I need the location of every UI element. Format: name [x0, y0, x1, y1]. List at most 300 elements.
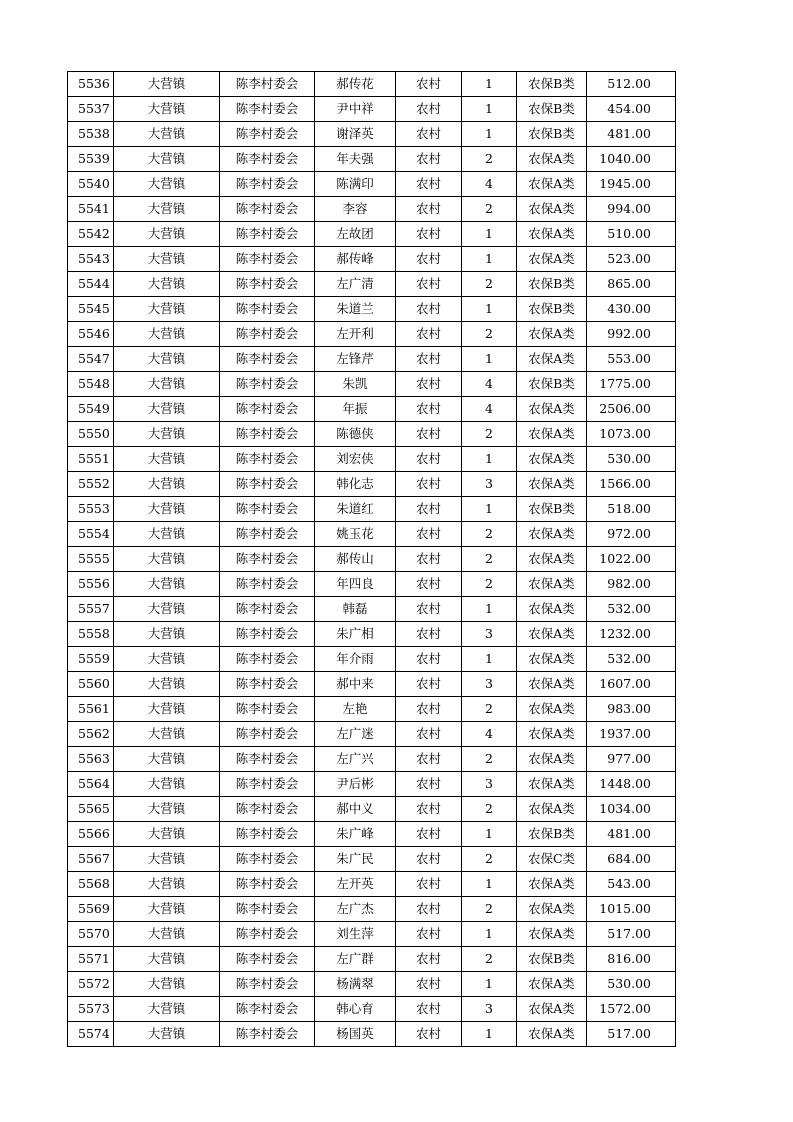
village-committee-cell: 陈李村委会 — [220, 897, 315, 922]
record-id-cell: 5566 — [68, 822, 114, 847]
table-row — [68, 897, 676, 922]
name-cell: 年四良 — [315, 572, 396, 597]
name-cell: 郝传山 — [315, 547, 396, 572]
insurance-category-cell: 农保B类 — [517, 297, 587, 322]
insurance-category-cell: 农保A类 — [517, 697, 587, 722]
member-count-cell: 3 — [462, 472, 517, 497]
name-cell: 左广群 — [315, 947, 396, 972]
village-committee-cell: 陈李村委会 — [220, 97, 315, 122]
name-cell: 左开利 — [315, 322, 396, 347]
town-cell: 大营镇 — [114, 947, 220, 972]
member-count-cell: 1 — [462, 822, 517, 847]
household-type-cell: 农村 — [396, 222, 462, 247]
amount-cell: 1937.00 — [587, 722, 676, 747]
household-type-cell: 农村 — [396, 322, 462, 347]
member-count-cell: 1 — [462, 872, 517, 897]
household-type-cell: 农村 — [396, 497, 462, 522]
village-committee-cell: 陈李村委会 — [220, 672, 315, 697]
insurance-category-cell: 农保A类 — [517, 622, 587, 647]
village-committee-cell: 陈李村委会 — [220, 1022, 315, 1047]
insurance-category-cell: 农保A类 — [517, 872, 587, 897]
record-id-cell: 5548 — [68, 372, 114, 397]
household-type-cell: 农村 — [396, 597, 462, 622]
table-row — [68, 997, 676, 1022]
town-cell: 大营镇 — [114, 147, 220, 172]
household-type-cell: 农村 — [396, 97, 462, 122]
member-count-cell: 1 — [462, 347, 517, 372]
village-committee-cell: 陈李村委会 — [220, 847, 315, 872]
table-row — [68, 697, 676, 722]
household-type-cell: 农村 — [396, 397, 462, 422]
name-cell: 韩化志 — [315, 472, 396, 497]
record-id-cell: 5546 — [68, 322, 114, 347]
village-committee-cell: 陈李村委会 — [220, 947, 315, 972]
member-count-cell: 1 — [462, 122, 517, 147]
village-committee-cell: 陈李村委会 — [220, 522, 315, 547]
town-cell: 大营镇 — [114, 422, 220, 447]
amount-cell: 530.00 — [587, 972, 676, 997]
household-type-cell: 农村 — [396, 197, 462, 222]
household-type-cell: 农村 — [396, 547, 462, 572]
name-cell: 左艳 — [315, 697, 396, 722]
amount-cell: 1015.00 — [587, 897, 676, 922]
village-committee-cell: 陈李村委会 — [220, 622, 315, 647]
insurance-category-cell: 农保A类 — [517, 322, 587, 347]
insurance-category-cell: 农保C类 — [517, 847, 587, 872]
amount-cell: 1607.00 — [587, 672, 676, 697]
village-committee-cell: 陈李村委会 — [220, 147, 315, 172]
name-cell: 年夫强 — [315, 147, 396, 172]
insurance-category-cell: 农保A类 — [517, 722, 587, 747]
household-type-cell: 农村 — [396, 372, 462, 397]
table-row — [68, 647, 676, 672]
member-count-cell: 2 — [462, 422, 517, 447]
village-committee-cell: 陈李村委会 — [220, 972, 315, 997]
village-committee-cell: 陈李村委会 — [220, 497, 315, 522]
town-cell: 大营镇 — [114, 397, 220, 422]
name-cell: 左广兴 — [315, 747, 396, 772]
insurance-category-cell: 农保A类 — [517, 997, 587, 1022]
table-row — [68, 247, 676, 272]
insurance-category-cell: 农保A类 — [517, 672, 587, 697]
household-type-cell: 农村 — [396, 1022, 462, 1047]
name-cell: 朱凯 — [315, 372, 396, 397]
village-committee-cell: 陈李村委会 — [220, 347, 315, 372]
insurance-category-cell: 农保A类 — [517, 222, 587, 247]
town-cell: 大营镇 — [114, 747, 220, 772]
amount-cell: 481.00 — [587, 122, 676, 147]
town-cell: 大营镇 — [114, 722, 220, 747]
town-cell: 大营镇 — [114, 222, 220, 247]
town-cell: 大营镇 — [114, 97, 220, 122]
insurance-category-cell: 农保B类 — [517, 97, 587, 122]
member-count-cell: 2 — [462, 697, 517, 722]
household-type-cell: 农村 — [396, 447, 462, 472]
record-id-cell: 5549 — [68, 397, 114, 422]
table-row — [68, 722, 676, 747]
name-cell: 左锋芹 — [315, 347, 396, 372]
town-cell: 大营镇 — [114, 772, 220, 797]
town-cell: 大营镇 — [114, 122, 220, 147]
record-id-cell: 5567 — [68, 847, 114, 872]
name-cell: 陈满印 — [315, 172, 396, 197]
name-cell: 尹后彬 — [315, 772, 396, 797]
amount-cell: 1232.00 — [587, 622, 676, 647]
insurance-category-cell: 农保A类 — [517, 772, 587, 797]
insurance-category-cell: 农保B类 — [517, 822, 587, 847]
village-committee-cell: 陈李村委会 — [220, 747, 315, 772]
table-row — [68, 622, 676, 647]
record-id-cell: 5569 — [68, 897, 114, 922]
name-cell: 左开英 — [315, 872, 396, 897]
amount-cell: 532.00 — [587, 597, 676, 622]
name-cell: 陈德侠 — [315, 422, 396, 447]
name-cell: 左广杰 — [315, 897, 396, 922]
member-count-cell: 2 — [462, 197, 517, 222]
record-id-cell: 5560 — [68, 672, 114, 697]
amount-cell: 816.00 — [587, 947, 676, 972]
household-type-cell: 农村 — [396, 172, 462, 197]
amount-cell: 532.00 — [587, 647, 676, 672]
amount-cell: 530.00 — [587, 447, 676, 472]
name-cell: 尹中祥 — [315, 97, 396, 122]
town-cell: 大营镇 — [114, 647, 220, 672]
town-cell: 大营镇 — [114, 572, 220, 597]
amount-cell: 1572.00 — [587, 997, 676, 1022]
amount-cell: 512.00 — [587, 72, 676, 97]
table-row — [68, 497, 676, 522]
record-id-cell: 5541 — [68, 197, 114, 222]
record-id-cell: 5540 — [68, 172, 114, 197]
table-row — [68, 422, 676, 447]
household-type-cell: 农村 — [396, 72, 462, 97]
table-row — [68, 1022, 676, 1047]
insurance-category-cell: 农保A类 — [517, 522, 587, 547]
amount-cell: 1034.00 — [587, 797, 676, 822]
member-count-cell: 1 — [462, 922, 517, 947]
village-committee-cell: 陈李村委会 — [220, 422, 315, 447]
table-row — [68, 797, 676, 822]
village-committee-cell: 陈李村委会 — [220, 122, 315, 147]
table-row — [68, 822, 676, 847]
household-type-cell: 农村 — [396, 622, 462, 647]
village-committee-cell: 陈李村委会 — [220, 372, 315, 397]
insurance-category-cell: 农保A类 — [517, 172, 587, 197]
record-id-cell: 5565 — [68, 797, 114, 822]
name-cell: 左故团 — [315, 222, 396, 247]
village-committee-cell: 陈李村委会 — [220, 447, 315, 472]
town-cell: 大营镇 — [114, 72, 220, 97]
insurance-category-cell: 农保A类 — [517, 1022, 587, 1047]
table-row — [68, 972, 676, 997]
table-row — [68, 747, 676, 772]
table-row — [68, 672, 676, 697]
amount-cell: 430.00 — [587, 297, 676, 322]
household-type-cell: 农村 — [396, 472, 462, 497]
member-count-cell: 2 — [462, 147, 517, 172]
member-count-cell: 1 — [462, 597, 517, 622]
household-type-cell: 农村 — [396, 872, 462, 897]
amount-cell: 972.00 — [587, 522, 676, 547]
town-cell: 大营镇 — [114, 347, 220, 372]
member-count-cell: 4 — [462, 397, 517, 422]
town-cell: 大营镇 — [114, 897, 220, 922]
table-row — [68, 347, 676, 372]
table-row — [68, 297, 676, 322]
town-cell: 大营镇 — [114, 697, 220, 722]
table-row — [68, 147, 676, 172]
member-count-cell: 1 — [462, 647, 517, 672]
table-row — [68, 372, 676, 397]
member-count-cell: 3 — [462, 672, 517, 697]
village-committee-cell: 陈李村委会 — [220, 797, 315, 822]
record-id-cell: 5536 — [68, 72, 114, 97]
member-count-cell: 1 — [462, 222, 517, 247]
village-committee-cell: 陈李村委会 — [220, 297, 315, 322]
village-committee-cell: 陈李村委会 — [220, 597, 315, 622]
name-cell: 刘宏侠 — [315, 447, 396, 472]
town-cell: 大营镇 — [114, 472, 220, 497]
table-row — [68, 922, 676, 947]
village-committee-cell: 陈李村委会 — [220, 572, 315, 597]
record-id-cell: 5553 — [68, 497, 114, 522]
household-type-cell: 农村 — [396, 822, 462, 847]
insurance-category-cell: 农保A类 — [517, 422, 587, 447]
insurance-category-cell: 农保A类 — [517, 197, 587, 222]
insurance-category-cell: 农保A类 — [517, 747, 587, 772]
name-cell: 姚玉花 — [315, 522, 396, 547]
table-row — [68, 122, 676, 147]
amount-cell: 1566.00 — [587, 472, 676, 497]
town-cell: 大营镇 — [114, 447, 220, 472]
member-count-cell: 1 — [462, 1022, 517, 1047]
name-cell: 年介雨 — [315, 647, 396, 672]
household-type-cell: 农村 — [396, 922, 462, 947]
record-id-cell: 5570 — [68, 922, 114, 947]
town-cell: 大营镇 — [114, 797, 220, 822]
amount-cell: 1040.00 — [587, 147, 676, 172]
village-committee-cell: 陈李村委会 — [220, 872, 315, 897]
name-cell: 朱广相 — [315, 622, 396, 647]
town-cell: 大营镇 — [114, 322, 220, 347]
name-cell: 朱广民 — [315, 847, 396, 872]
town-cell: 大营镇 — [114, 1022, 220, 1047]
member-count-cell: 2 — [462, 572, 517, 597]
name-cell: 杨国英 — [315, 1022, 396, 1047]
town-cell: 大营镇 — [114, 972, 220, 997]
amount-cell: 2506.00 — [587, 397, 676, 422]
insurance-category-cell: 农保B类 — [517, 497, 587, 522]
member-count-cell: 3 — [462, 997, 517, 1022]
record-id-cell: 5552 — [68, 472, 114, 497]
table-row — [68, 222, 676, 247]
household-type-cell: 农村 — [396, 847, 462, 872]
amount-cell: 553.00 — [587, 347, 676, 372]
village-committee-cell: 陈李村委会 — [220, 997, 315, 1022]
member-count-cell: 4 — [462, 172, 517, 197]
data-table — [67, 71, 676, 1047]
village-committee-cell: 陈李村委会 — [220, 697, 315, 722]
record-id-cell: 5538 — [68, 122, 114, 147]
name-cell: 韩磊 — [315, 597, 396, 622]
name-cell: 朱广峰 — [315, 822, 396, 847]
table-row — [68, 522, 676, 547]
table-row — [68, 322, 676, 347]
household-type-cell: 农村 — [396, 997, 462, 1022]
insurance-category-cell: 农保A类 — [517, 797, 587, 822]
amount-cell: 992.00 — [587, 322, 676, 347]
village-committee-cell: 陈李村委会 — [220, 197, 315, 222]
name-cell: 李容 — [315, 197, 396, 222]
record-id-cell: 5551 — [68, 447, 114, 472]
insurance-category-cell: 农保A类 — [517, 147, 587, 172]
amount-cell: 865.00 — [587, 272, 676, 297]
name-cell: 刘生萍 — [315, 922, 396, 947]
name-cell: 郝中来 — [315, 672, 396, 697]
member-count-cell: 1 — [462, 97, 517, 122]
record-id-cell: 5539 — [68, 147, 114, 172]
record-id-cell: 5568 — [68, 872, 114, 897]
town-cell: 大营镇 — [114, 247, 220, 272]
insurance-category-cell: 农保A类 — [517, 447, 587, 472]
insurance-category-cell: 农保A类 — [517, 347, 587, 372]
town-cell: 大营镇 — [114, 522, 220, 547]
amount-cell: 977.00 — [587, 747, 676, 772]
member-count-cell: 2 — [462, 797, 517, 822]
name-cell: 韩心育 — [315, 997, 396, 1022]
household-type-cell: 农村 — [396, 347, 462, 372]
amount-cell: 983.00 — [587, 697, 676, 722]
insurance-category-cell: 农保A类 — [517, 547, 587, 572]
household-type-cell: 农村 — [396, 972, 462, 997]
insurance-category-cell: 农保A类 — [517, 597, 587, 622]
village-committee-cell: 陈李村委会 — [220, 172, 315, 197]
household-type-cell: 农村 — [396, 672, 462, 697]
amount-cell: 982.00 — [587, 572, 676, 597]
record-id-cell: 5561 — [68, 697, 114, 722]
member-count-cell: 2 — [462, 322, 517, 347]
record-id-cell: 5542 — [68, 222, 114, 247]
name-cell: 左广迷 — [315, 722, 396, 747]
member-count-cell: 2 — [462, 522, 517, 547]
table-row — [68, 447, 676, 472]
member-count-cell: 4 — [462, 722, 517, 747]
table-row — [68, 772, 676, 797]
village-committee-cell: 陈李村委会 — [220, 322, 315, 347]
member-count-cell: 1 — [462, 247, 517, 272]
town-cell: 大营镇 — [114, 497, 220, 522]
name-cell: 郝传峰 — [315, 247, 396, 272]
insurance-category-cell: 农保B类 — [517, 947, 587, 972]
household-type-cell: 农村 — [396, 272, 462, 297]
table-row — [68, 172, 676, 197]
name-cell: 郝传花 — [315, 72, 396, 97]
table-row — [68, 872, 676, 897]
town-cell: 大营镇 — [114, 622, 220, 647]
amount-cell: 1073.00 — [587, 422, 676, 447]
member-count-cell: 1 — [462, 297, 517, 322]
record-id-cell: 5556 — [68, 572, 114, 597]
household-type-cell: 农村 — [396, 572, 462, 597]
insurance-category-cell: 农保B类 — [517, 72, 587, 97]
household-type-cell: 农村 — [396, 297, 462, 322]
household-type-cell: 农村 — [396, 647, 462, 672]
record-id-cell: 5562 — [68, 722, 114, 747]
record-id-cell: 5555 — [68, 547, 114, 572]
town-cell: 大营镇 — [114, 922, 220, 947]
record-id-cell: 5554 — [68, 522, 114, 547]
member-count-cell: 2 — [462, 272, 517, 297]
household-type-cell: 农村 — [396, 122, 462, 147]
name-cell: 朱道兰 — [315, 297, 396, 322]
household-type-cell: 农村 — [396, 897, 462, 922]
amount-cell: 1775.00 — [587, 372, 676, 397]
village-committee-cell: 陈李村委会 — [220, 647, 315, 672]
village-committee-cell: 陈李村委会 — [220, 722, 315, 747]
insurance-category-cell: 农保B类 — [517, 272, 587, 297]
record-id-cell: 5547 — [68, 347, 114, 372]
name-cell: 谢泽英 — [315, 122, 396, 147]
table-row — [68, 847, 676, 872]
amount-cell: 1022.00 — [587, 547, 676, 572]
town-cell: 大营镇 — [114, 847, 220, 872]
record-id-cell: 5574 — [68, 1022, 114, 1047]
record-id-cell: 5571 — [68, 947, 114, 972]
village-committee-cell: 陈李村委会 — [220, 772, 315, 797]
household-type-cell: 农村 — [396, 422, 462, 447]
member-count-cell: 1 — [462, 447, 517, 472]
amount-cell: 517.00 — [587, 922, 676, 947]
household-type-cell: 农村 — [396, 747, 462, 772]
record-id-cell: 5559 — [68, 647, 114, 672]
village-committee-cell: 陈李村委会 — [220, 472, 315, 497]
record-id-cell: 5573 — [68, 997, 114, 1022]
household-type-cell: 农村 — [396, 947, 462, 972]
record-id-cell: 5543 — [68, 247, 114, 272]
amount-cell: 994.00 — [587, 197, 676, 222]
town-cell: 大营镇 — [114, 997, 220, 1022]
household-type-cell: 农村 — [396, 722, 462, 747]
amount-cell: 523.00 — [587, 247, 676, 272]
amount-cell: 481.00 — [587, 822, 676, 847]
member-count-cell: 2 — [462, 947, 517, 972]
record-id-cell: 5564 — [68, 772, 114, 797]
town-cell: 大营镇 — [114, 597, 220, 622]
amount-cell: 454.00 — [587, 97, 676, 122]
record-id-cell: 5550 — [68, 422, 114, 447]
village-committee-cell: 陈李村委会 — [220, 547, 315, 572]
table-row — [68, 397, 676, 422]
household-type-cell: 农村 — [396, 147, 462, 172]
record-id-cell: 5563 — [68, 747, 114, 772]
table-row — [68, 272, 676, 297]
table-row — [68, 197, 676, 222]
insurance-category-cell: 农保A类 — [517, 647, 587, 672]
town-cell: 大营镇 — [114, 197, 220, 222]
household-type-cell: 农村 — [396, 697, 462, 722]
table-row — [68, 72, 676, 97]
table-row — [68, 947, 676, 972]
town-cell: 大营镇 — [114, 822, 220, 847]
table-row — [68, 472, 676, 497]
amount-cell: 1448.00 — [587, 772, 676, 797]
name-cell: 左广清 — [315, 272, 396, 297]
amount-cell: 684.00 — [587, 847, 676, 872]
insurance-category-cell: 农保A类 — [517, 897, 587, 922]
record-id-cell: 5557 — [68, 597, 114, 622]
household-type-cell: 农村 — [396, 797, 462, 822]
member-count-cell: 4 — [462, 372, 517, 397]
